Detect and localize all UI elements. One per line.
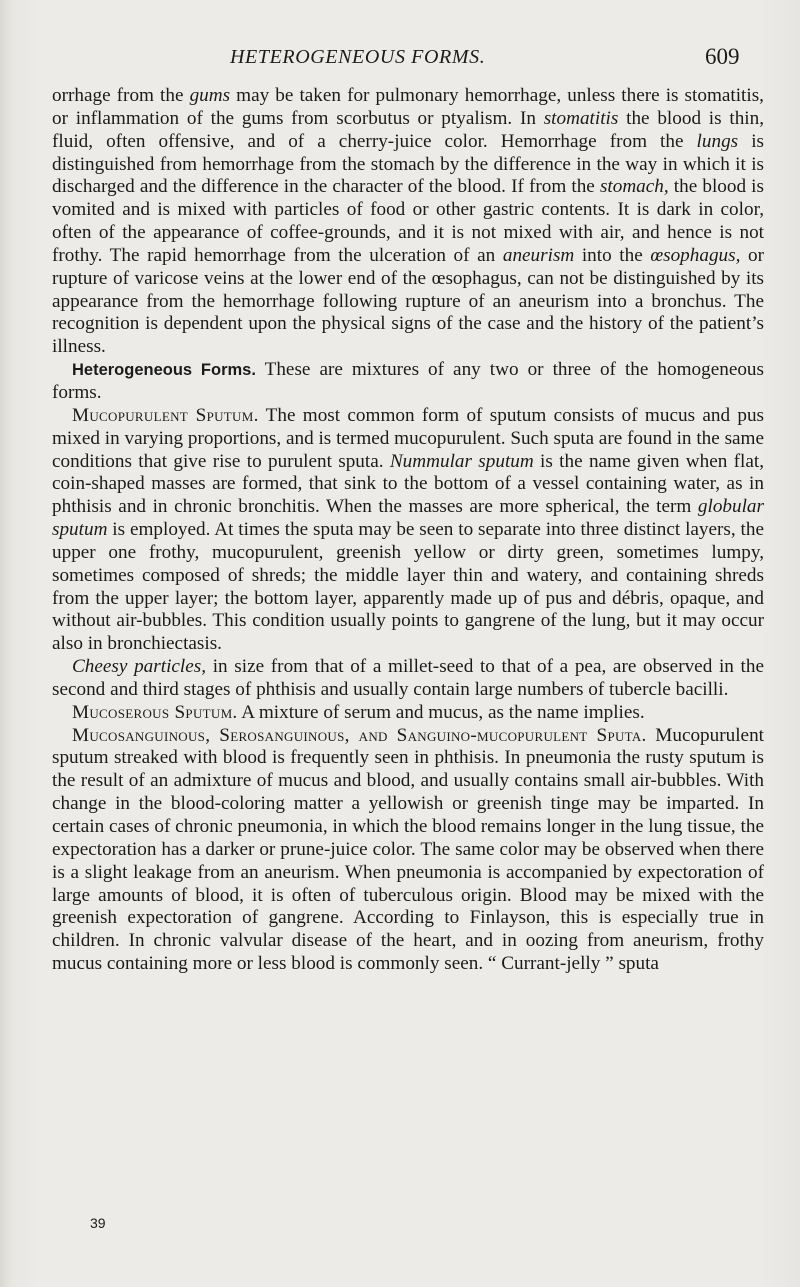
text-run: the blood is vomited and is mixed with particles of food or other gastric contents. It is dark in color, often of the appearance of coffee-grounds, and it is not mixed with air, and hence is not frothy. The rapid hemorrhage from the ulceration of an <box>52 176 764 266</box>
text-run: orrhage from the <box>52 85 190 106</box>
text-run: or rupture of varicose veins at the lower end of the œsophagus, can not be distinguished by its appearance from the hemorrhage following rupture of an aneurism into a bronchus. The recognition is dependent upon the physical signs of the case and the history of the patient’s illness. <box>52 244 764 358</box>
italic-term: lungs <box>696 130 739 152</box>
italic-term: globular sputum <box>52 496 764 541</box>
subsection-heading: Mucoserous Sputum. <box>72 701 238 723</box>
text-run: is the name given when flat, coin-shaped masses are formed, that sink to the bottom of a vessel containing water, as in phthisis and in chronic bronchitis. When the masses are more spherical, the term <box>52 450 765 518</box>
body-text <box>52 85 764 976</box>
italic-term: aneurism <box>502 244 575 266</box>
text-run: the blood is thin, fluid, often offensive, and of a cherry-juice color. Hemorrhage from the <box>52 107 765 152</box>
italic-term: stomach, <box>599 176 669 198</box>
page-header <box>0 46 800 76</box>
text-run: Mucopurulent sputum streaked with blood is frequently seen in phthisis. In pneumonia the rusty sputum is the result of an admixture of mucus and blood, and usually contains small air-bubbles. With change in the blood-coloring matter a yellowish or greenish tinge may be imparted. In certain cases of chronic pneumonia, in which the blood remains longer in the lung tissue, the expectoration has a darker or prune-juice color. The same color may be observed when there is a slight leakage from an aneurism. When pneumonia is accompanied by expectoration of large amounts of blood, it is often of tuberculous origin. Blood may be mixed with the greenish expectoration of gangrene. According to Finlayson, this is especially true in children. In chronic valvular disease of the heart, and in oozing from aneurism, frothy mucus containing more or less blood is commonly seen. “ Currant-jelly ” sputa <box>52 724 764 975</box>
paragraph-p3 <box>52 405 764 656</box>
italic-term: gums <box>189 85 231 106</box>
running-head: HETEROGENEOUS FORMS. <box>230 46 486 68</box>
paragraph-p4 <box>52 656 764 702</box>
text-run: in size from that of a millet-seed to that of a pea, are observed in the second and third stages of phthisis and usually contain large numbers of tubercle bacilli. <box>52 656 764 700</box>
page-number: 609 <box>705 44 740 69</box>
paragraph-p6 <box>52 725 764 976</box>
text-run: is employed. At times the sputa may be seen to separate into three distinct layers, the upper one frothy, mucopurulent, greenish yellow or dirty green, sometimes lumpy, sometimes composed of shreds; the middle layer thin and watery, and containing shreds from the upper layer; the bottom layer, apparently made up of pus and débris, opaque, and without air-bubbles. This condition usually points to gangrene of the lung, but it may occur also in bronchiectasis. <box>52 519 764 655</box>
italic-term: stomatitis <box>543 107 619 129</box>
paragraph-p1 <box>52 85 764 359</box>
text-run: The most common form of sputum consists of mucus and pus mixed in varying proportions, and is termed mucopurulent. Such sputa are found in the same conditions that give rise to purulent sputa. <box>52 404 765 472</box>
italic-term: œsophagus, <box>650 244 741 266</box>
text-run: These are mixtures of any two or three of the homogeneous forms. <box>52 359 764 403</box>
subsection-heading: Mucopurulent Sputum. <box>72 404 259 426</box>
subsection-heading: Mucosanguinous, Serosanguinous, and Sanguino-mucopurulent Sputa. <box>72 724 647 746</box>
italic-term: Cheesy particles, <box>72 656 207 678</box>
section-heading: Heterogeneous Forms. <box>72 361 256 380</box>
text-run: into the <box>574 244 651 266</box>
paragraph-p5 <box>52 702 764 725</box>
paragraph-p2 <box>52 359 764 405</box>
text-run: may be taken for pulmonary hemorrhage, unless there is stomatitis, or inflammation of the gums from scorbutus or ptyalism. In <box>52 85 764 129</box>
text-run: is distinguished from hemorrhage from the stomach by the difference in the way in which it is discharged and the difference in the character of the blood. If from the <box>52 130 764 198</box>
italic-term: Nummular sputum <box>389 450 534 472</box>
text-run: A mixture of serum and mucus, as the name implies. <box>237 701 645 723</box>
signature-mark: 39 <box>90 1215 106 1231</box>
